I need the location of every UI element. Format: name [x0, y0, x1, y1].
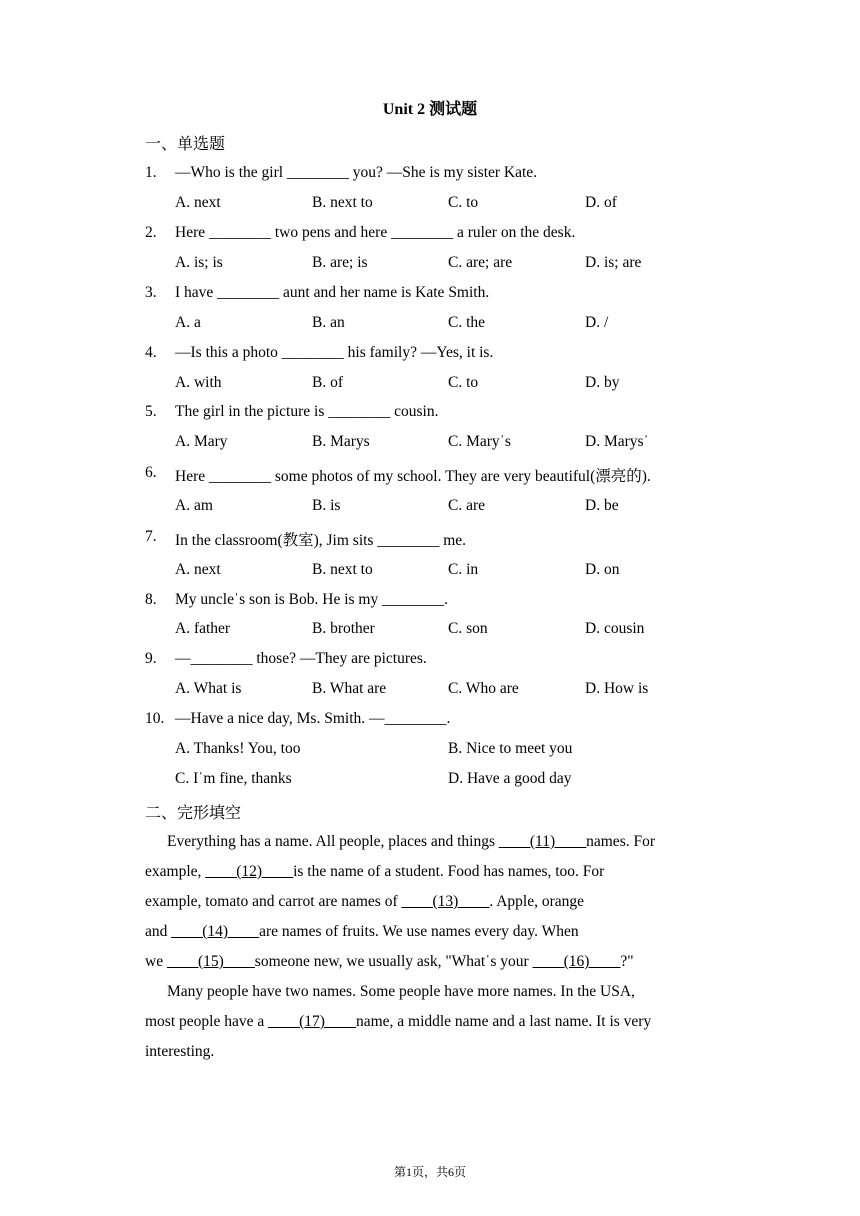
blank-15: ____(15)____: [166, 953, 255, 970]
option-a: A. next: [175, 194, 221, 211]
option-b: B. Marys: [312, 433, 370, 450]
question-number: 10.: [145, 710, 165, 727]
option-a: A. father: [175, 620, 231, 637]
question-stem: Here ________ two pens and here ________ a ruler on the desk.: [175, 224, 576, 241]
options-4: [175, 374, 735, 394]
option-d: D. is; are: [585, 254, 642, 271]
option-a: A. What is: [175, 680, 242, 697]
blank-11: ____(11)____: [498, 833, 587, 850]
cloze-line-5: [145, 953, 725, 971]
option-d: D. be: [585, 497, 619, 514]
question-number: 2.: [145, 224, 157, 241]
option-d: D. of: [585, 194, 617, 211]
question-number: 6.: [145, 464, 157, 481]
passage-text: Everything has a name. All people, places and things: [167, 833, 499, 850]
option-b: B. an: [312, 314, 345, 331]
cloze-line-7: [145, 1013, 725, 1031]
question-number: 4.: [145, 344, 157, 361]
option-c: C. Maryˈs: [448, 433, 511, 450]
option-a: A. a: [175, 314, 201, 331]
question-stem: —________ those? —They are pictures.: [175, 650, 427, 667]
cloze-line-4: [145, 923, 725, 941]
options-1: [175, 194, 735, 214]
question-stem: I have ________ aunt and her name is Kate Smith.: [175, 284, 490, 301]
cloze-line-1: [167, 833, 747, 851]
section-heading-single-choice: 一、单选题: [145, 136, 226, 153]
option-d: D. Have a good day: [448, 770, 572, 787]
option-d: D. How is: [585, 680, 649, 697]
option-c: C. the: [448, 314, 486, 331]
passage-text: are names of fruits. We use names every day. When: [259, 923, 579, 940]
question-stem: My uncleˈs son is Bob. He is my ________.: [175, 591, 448, 608]
options-6: [175, 497, 735, 517]
options-2: [175, 254, 735, 274]
question-number: 5.: [145, 403, 157, 420]
options-8: [175, 620, 735, 640]
option-b: B. Nice to meet you: [448, 740, 573, 757]
option-d: D. cousin: [585, 620, 645, 637]
blank-12: ____(12)____: [205, 863, 294, 880]
blank-14: ____(14)____: [171, 923, 260, 940]
options-10-row-1: [175, 740, 735, 760]
passage-text: most people have a: [145, 1013, 269, 1030]
option-d: D. on: [585, 561, 620, 578]
option-d: D. Marysˈ: [585, 433, 649, 450]
page-footer: 第1页，共6页: [393, 1165, 466, 1179]
passage-text: we: [145, 953, 167, 970]
passage-text: is the name of a student. Food has names, too. For: [293, 863, 605, 880]
question-stem: In the classroom(教室), Jim sits ________ me.: [175, 532, 467, 549]
section-heading-cloze: 二、完形填空: [145, 805, 242, 822]
page-title: Unit 2 测试题: [382, 101, 478, 118]
blank-17: ____(17)____: [268, 1013, 356, 1030]
cloze-line-8: interesting.: [145, 1043, 215, 1060]
option-c: C. to: [448, 194, 479, 211]
option-b: B. What are: [312, 680, 387, 697]
option-b: B. are; is: [312, 254, 368, 271]
question-stem: The girl in the picture is ________ cousin.: [175, 403, 439, 420]
options-7: [175, 561, 735, 581]
option-b: B. of: [312, 374, 343, 391]
option-b: B. brother: [312, 620, 375, 637]
passage-text: example,: [145, 863, 206, 880]
cloze-line-2: [145, 863, 725, 881]
option-a: A. next: [175, 561, 221, 578]
option-c: C. are: [448, 497, 486, 514]
cloze-line-6: Many people have two names. Some people have more names. In the USA,: [167, 983, 635, 1000]
options-10-row-2: [175, 770, 735, 790]
option-a: A. is; is: [175, 254, 223, 271]
passage-text: . Apple, orange: [489, 893, 585, 910]
blank-13: ____(13)____: [401, 893, 490, 910]
option-a: A. Mary: [175, 433, 228, 450]
option-b: B. next to: [312, 561, 373, 578]
question-number: 3.: [145, 284, 157, 301]
question-number: 1.: [145, 164, 157, 181]
option-b: B. next to: [312, 194, 373, 211]
question-stem: —Who is the girl ________ you? —She is my sister Kate.: [175, 164, 538, 181]
option-c: C. Who are: [448, 680, 519, 697]
option-b: B. is: [312, 497, 341, 514]
option-c: C. are; are: [448, 254, 513, 271]
options-9: [175, 680, 735, 700]
passage-text: and: [145, 923, 172, 940]
option-c: C. in: [448, 561, 479, 578]
blank-16: ____(16)____: [532, 953, 621, 970]
question-number: 8.: [145, 591, 157, 608]
option-d: D. by: [585, 374, 620, 391]
option-c: C. son: [448, 620, 488, 637]
question-number: 9.: [145, 650, 157, 667]
options-5: [175, 433, 735, 453]
question-stem: —Have a nice day, Ms. Smith. —________.: [175, 710, 451, 727]
option-a: A. with: [175, 374, 222, 391]
passage-text: ?": [620, 953, 634, 970]
passage-text: someone new, we usually ask, "Whatˈs your: [254, 953, 533, 970]
option-a: A. Thanks! You, too: [175, 740, 301, 757]
passage-text: name, a middle name and a last name. It is very: [355, 1013, 652, 1030]
options-3: [175, 314, 735, 334]
option-a: A. am: [175, 497, 213, 514]
question-number: 7.: [145, 528, 157, 545]
option-c: C. Iˈm fine, thanks: [175, 770, 292, 787]
passage-text: example, tomato and carrot are names of: [145, 893, 402, 910]
question-stem: —Is this a photo ________ his family? —Yes, it is.: [175, 344, 494, 361]
option-d: D. /: [585, 314, 609, 331]
question-stem: Here ________ some photos of my school. They are very beautiful(漂亮的).: [175, 468, 651, 485]
passage-text: names. For: [586, 833, 656, 850]
option-c: C. to: [448, 374, 479, 391]
cloze-line-3: [145, 893, 725, 911]
